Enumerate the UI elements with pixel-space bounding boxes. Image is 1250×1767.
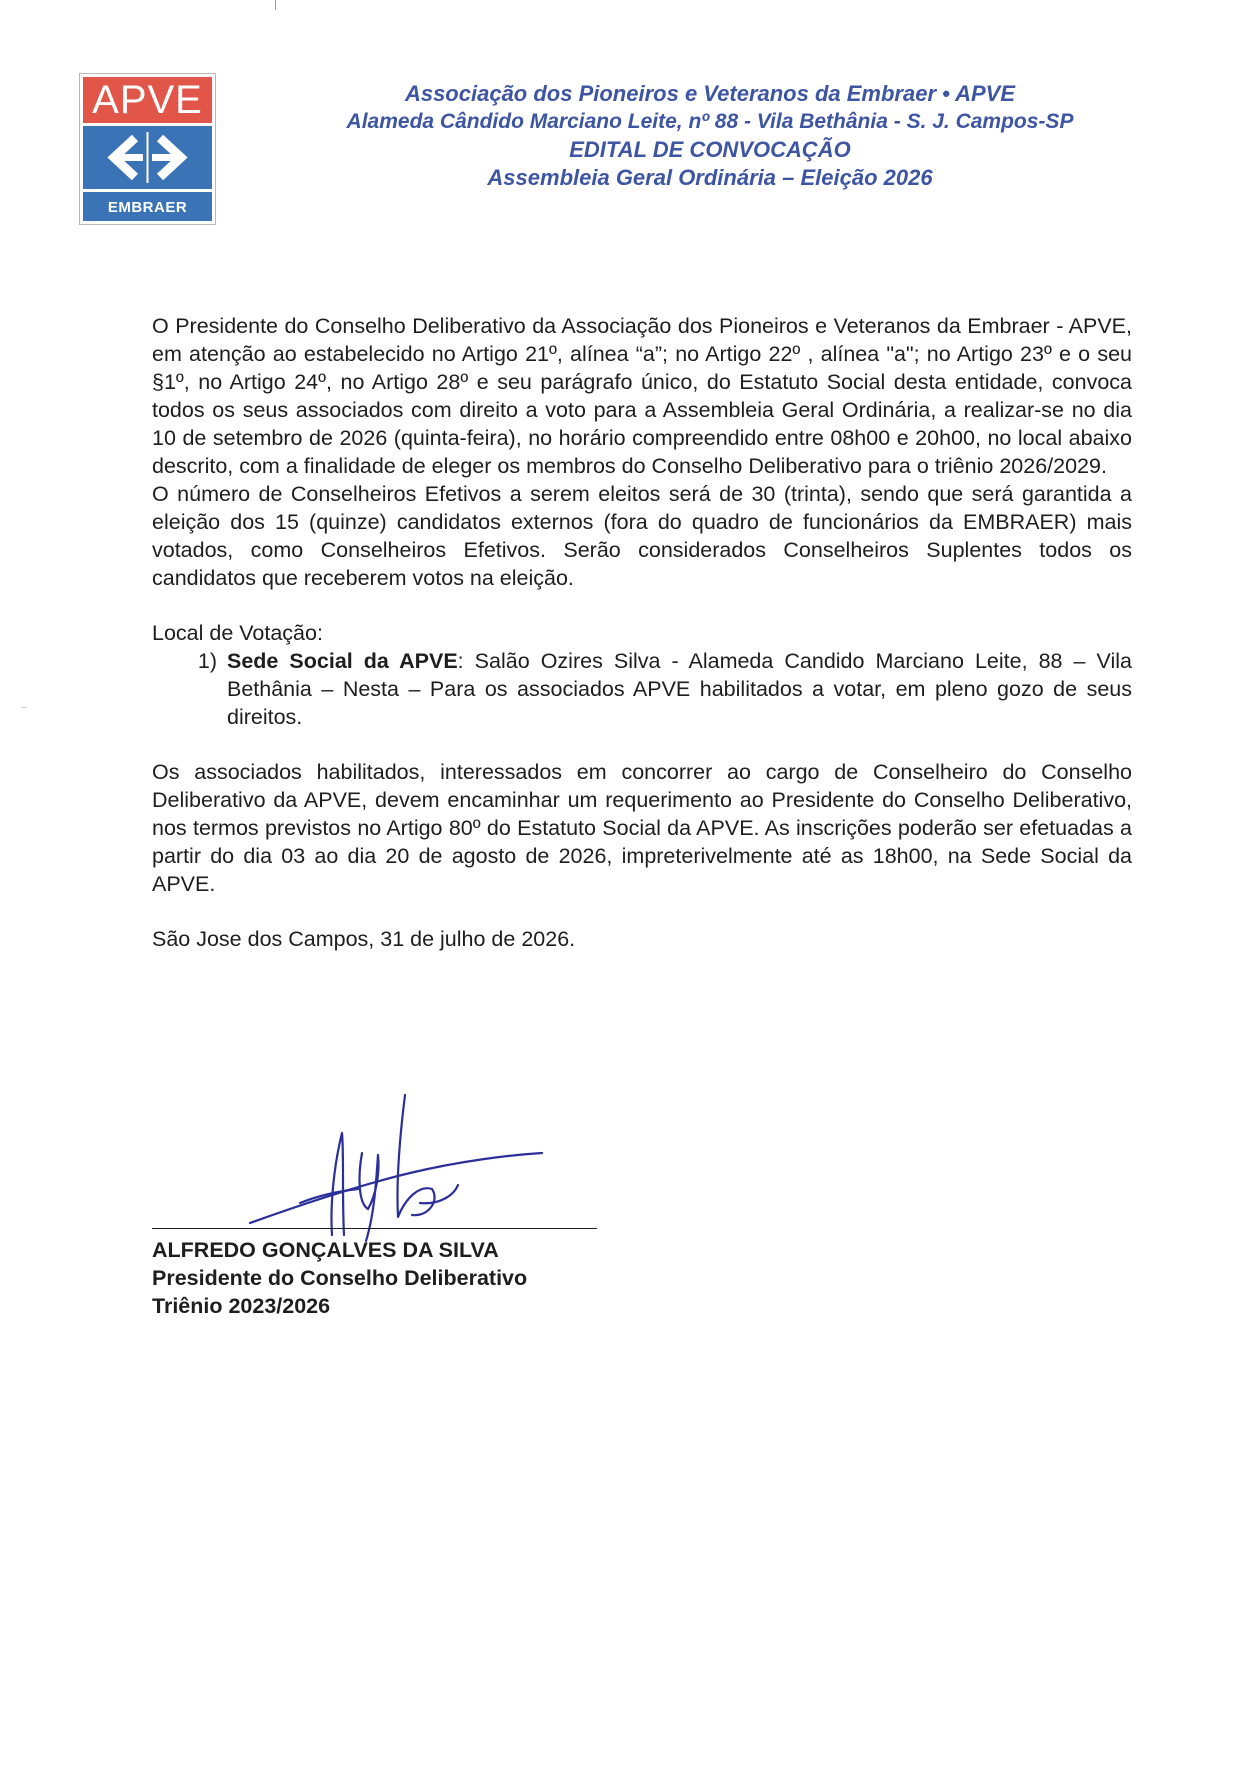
voting-location-item bbox=[152, 647, 1132, 731]
counselors-paragraph: O número de Conselheiros Efetivos a serem eleitos será de 30 (trinta), sendo que será garantida a eleição dos 15 (quinze) candidatos externos (fora do quadro de funcionários da EMBRAER) mais votados, como Conselheiros Efetivos. Serão considerados Conselheiros Suplentes todos os candidatos que receberem votos na eleição. bbox=[152, 482, 1132, 590]
signer-name: ALFREDO GONÇALVES DA SILVA bbox=[152, 1238, 499, 1262]
signature-line bbox=[152, 1228, 597, 1229]
registration-paragraph: Os associados habilitados, interessados em concorrer ao cargo de Conselheiro do Conselho Deliberativo da APVE, devem encaminhar um requerimento ao Presidente do Conselho Deliberativo, nos termos previstos no Artigo 80º do Estatuto Social da APVE. As inscrições poderão ser efetuadas a partir do dia 03 ao dia 20 de agosto de 2026, impreterivelmente até as 18h00, na Sede Social da APVE. bbox=[152, 760, 1132, 896]
letterhead bbox=[260, 80, 1160, 192]
signer-term: Triênio 2023/2026 bbox=[152, 1294, 331, 1318]
scan-mark bbox=[275, 0, 276, 10]
handwritten-signature bbox=[240, 1085, 560, 1245]
convocation-paragraph: O Presidente do Conselho Deliberativo da Associação dos Pioneiros e Veteranos da Embraer - APVE, em atenção ao estabelecido no Artigo 21º, alínea “a”; no Artigo 22º , alínea "a"; no Artigo 23º e o seu §1º, no Artigo 24º, no Artigo 28º e seu parágrafo único, do Estatuto Social desta entidade, convoca todos os seus associados com direito a voto para a Assembleia Geral Ordinária, a realizar-se no dia 10 de setembro de 2026 (quinta-feira), no horário compreendido entre 08h00 e 20h00, no local abaixo descrito, com a finalidade de eleger os membros do Conselho Deliberativo para o triênio 2026/2029. bbox=[152, 314, 1132, 478]
document-subtitle: Assembleia Geral Ordinária – Eleição 2026 bbox=[487, 165, 933, 190]
logo-top-panel bbox=[83, 77, 212, 123]
scan-dot bbox=[22, 707, 26, 708]
logo-embraer-text: EMBRAER bbox=[107, 199, 188, 216]
signer-title: Presidente do Conselho Deliberativo bbox=[152, 1266, 528, 1290]
date-line: São Jose dos Campos, 31 de julho de 2026. bbox=[152, 927, 576, 951]
location-details: : Salão Ozires Silva - Alameda Candido Marciano Leite, 88 – Vila Bethânia – Nesta – Para os associados APVE habilitados a votar, em pleno gozo de seus direitos. bbox=[227, 649, 1132, 729]
document-body bbox=[152, 312, 1132, 953]
logo-bottom-panel bbox=[83, 192, 212, 221]
list-item-text bbox=[227, 647, 1132, 731]
association-name: Associação dos Pioneiros e Veteranos da Embraer • APVE bbox=[404, 81, 1016, 106]
voting-location-label: Local de Votação: bbox=[152, 621, 323, 645]
logo-apve-text: APVE bbox=[92, 78, 203, 122]
association-address: Alameda Cândido Marciano Leite, nº 88 - Vila Bethânia - S. J. Campos-SP bbox=[346, 110, 1074, 133]
location-name: Sede Social da APVE bbox=[227, 649, 458, 673]
signature-block bbox=[152, 1236, 527, 1320]
double-arrow-icon bbox=[83, 126, 212, 189]
list-number: 1) bbox=[197, 649, 217, 673]
document-title: EDITAL DE CONVOCAÇÃO bbox=[569, 137, 851, 162]
double-arrow-icon-svg bbox=[83, 126, 212, 189]
apve-logo bbox=[79, 73, 216, 225]
